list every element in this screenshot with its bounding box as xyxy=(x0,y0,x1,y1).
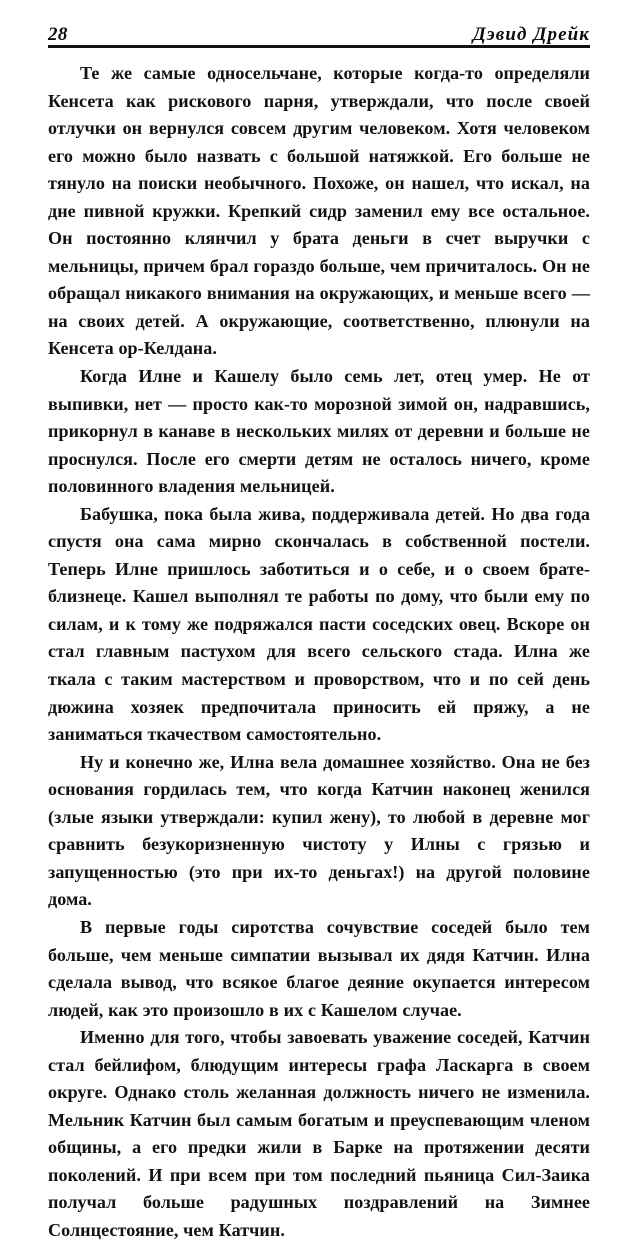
page-number: 28 xyxy=(48,24,68,45)
author-running-head: Дэвид Дрейк xyxy=(472,24,590,45)
paragraph: Те же самые односельчане, которые когда-то определяли Кенсета как рискового парня, утверждали, что после своей отлучки он вернулся совсем другим человеком. Хотя человеком его можно было назвать с большой натяжкой. Его больше не тянуло на поиски необычного. Похоже, он нашел, что искал, на дне пивной кружки. Крепкий сидр заменил ему все остальное. Он постоянно клянчил у брата деньги в счет выручки с мельницы, причем брал гораздо больше, чем причиталось. Он не обращал никакого внимания на окружающих, и меньше всего — на своих детей. А окружающие, соответственно, плюнули на Кенсета ор-Келдана. xyxy=(48,63,590,359)
paragraph: В первые годы сиротства сочувствие соседей было тем больше, чем меньше симпатии вызывал их дядя Катчин. Илна сделала вывод, что всякое благое деяние окупается интересом людей, как это произошло в их с Кашелом случае. xyxy=(48,916,590,1020)
running-head xyxy=(48,14,590,44)
paragraph: Бабушка, пока была жива, поддерживала детей. Но два года спустя она сама мирно скончалась в собственной постели. Теперь Илне пришлось заботиться и о себе, и о своем брате-близнеце. Кашел выполнял те работы по дому, что были ему по силам, и к тому же подряжался пасти соседских овец. Вскоре он стал главным пастухом для всего сельского стада. Илна же ткала с таким мастерством и проворством, что и по сей день дюжина хозяек предпочитала приносить ей пряжу, а не заниматься ткачеством самостоятельно. xyxy=(48,503,590,745)
paragraph: Когда Илне и Кашелу было семь лет, отец умер. Не от выпивки, нет — просто как-то морозной зимой он, надравшись, прикорнул в канаве в нескольких милях от деревни и больше не проснулся. После его смерти детям не осталось ничего, кроме половинного владения мельницей. xyxy=(48,366,590,497)
paragraph: Именно для того, чтобы завоевать уважение соседей, Катчин стал бейлифом, блюдущим интересы графа Ласкарга в своем округе. Однако столь желанная должность ничего не изменила. Мельник Катчин был самым богатым и преуспевающим членом общины, а его предки жили в Барке на протяжении десяти поколений. И при всем при том последний пьяница Сил-Заика получал больше радушных поздравлений на Зимнее Солнцестояние, чем Катчин. xyxy=(48,1027,590,1240)
header-rule xyxy=(48,45,590,48)
body-text xyxy=(48,60,590,1245)
paragraph: Ну и конечно же, Илна вела домашнее хозяйство. Она не без основания гордилась тем, что когда Катчин наконец женился (злые языки утверждали: купил жену), то любой в деревне мог сравнить безукоризненную чистоту у Илны с грязью и запущенностью (это при их-то деньгах!) на другой половине дома. xyxy=(48,751,590,910)
